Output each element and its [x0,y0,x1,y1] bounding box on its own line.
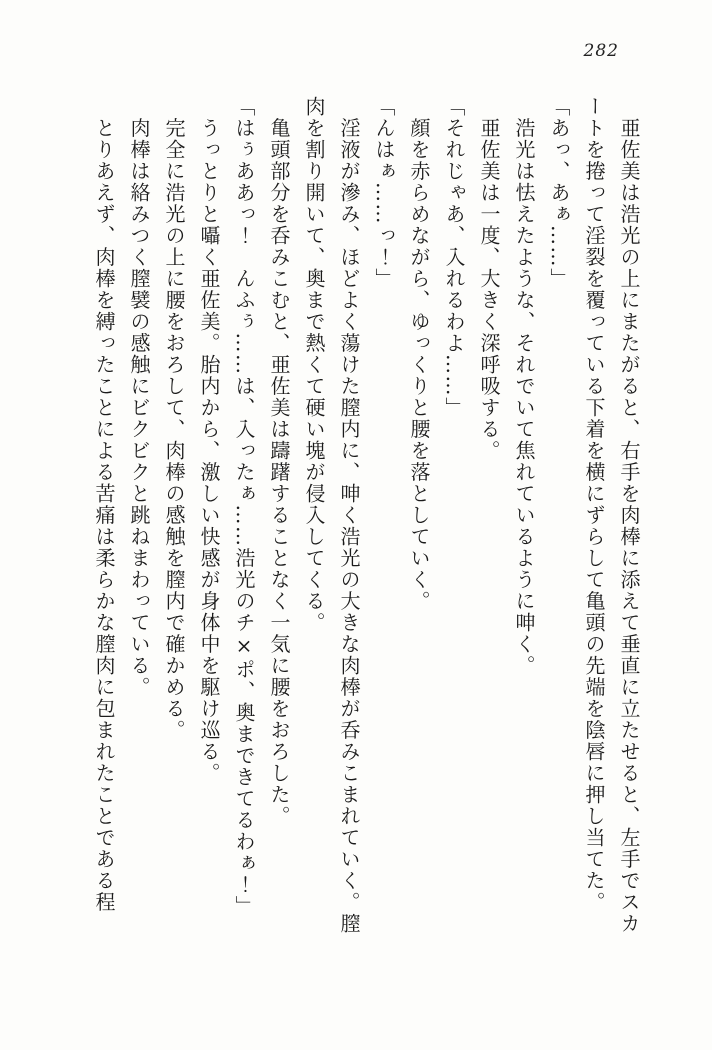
paragraph: 亜佐美は一度、大きく深呼吸する。 [477,96,501,462]
paragraph: 「はぅああっ！ んふぅ……は、入ったぁ……浩光のチ×ポ、奥まできてるわぁ！」 [232,96,256,917]
paragraph: 浩光は怯えたような、それでいて焦れているように呻く。 [512,96,536,677]
page-number: 282 [583,41,619,61]
paragraph: 淫液が滲み、ほどよく蕩けた膣内に、呻く浩光の大きな肉棒が呑みこまれていく。膣肉を割り開いて、奥まで熱くて硬い塊が侵入してくる。 [302,96,361,935]
paragraph: 亀頭部分を呑みこむと、亜佐美は躊躇することなく一気に腰をおろした。 [267,96,291,827]
paragraph: 完全に浩光の上に腰をおろして、肉棒の感触を膣内で確かめる。 [162,96,186,741]
paragraph: 「あっ、あぁ……」 [547,96,571,290]
paragraph: 顔を赤らめながら、ゆっくりと腰を落としていく。 [407,96,431,612]
paragraph: うっとりと囁く亜佐美。胎内から、激しい快感が身体中を駆け巡る。 [197,96,221,784]
paragraph: 亜佐美は浩光の上にまたがると、右手を肉棒に添えて垂直に立たせると、左手でスカートを捲って淫裂を覆っている下着を横にずらして亀頭の先端を陰唇に押し当てた。 [582,96,641,935]
paragraph: 「それじゃあ、入れるわよ……」 [442,96,466,419]
body-text [86,96,646,948]
paragraph: とりあえず、肉棒を縛ったことによる苦痛は柔らかな膣肉に包まれたことである程 [92,96,116,913]
paragraph: 肉棒は絡みつく膣襞の感触にビクビクと跳ねまわっている。 [127,96,151,698]
paragraph: 「んはぁ……っ！」 [372,96,396,290]
